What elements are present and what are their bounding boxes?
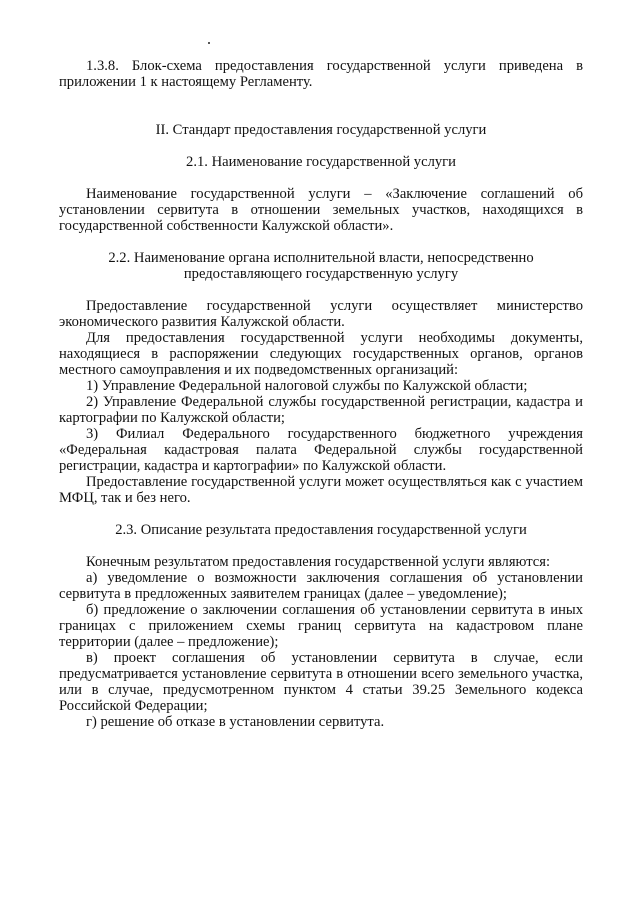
- subsection-2-3-item-b: б) предложение о заключении соглашения об установлении сервитута в иных границах с приложением схемы границ сервитута на кадастровом плане территории (далее – предложение);: [59, 602, 583, 650]
- subsection-2-3-item-v: в) проект соглашения об установлении сервитута в случае, если предусматривается установление сервитута в отношении всего земельного участка, или в случае, предусмотренном пунктом 4 статьи 39.25 Земельного кодекса Российской Федерации;: [59, 650, 583, 714]
- section-2-title: II. Стандарт предоставления государственной услуги: [155, 122, 487, 138]
- subsection-2-1-text: Наименование государственной услуги – «Заключение соглашений об установлении сервитута в отношении земельных участков, находящихся в государственной собственности Калужской области».: [59, 186, 583, 234]
- subsection-2-3-item-a: а) уведомление о возможности заключения соглашения об установлении сервитута в предложенных заявителем границах (далее – уведомление);: [59, 570, 583, 602]
- subsection-2-2-title-line2: предоставляющего государственную услугу: [183, 266, 459, 282]
- paragraph-1-3-8: 1.3.8. Блок-схема предоставления государственной услуги приведена в приложении 1 к настоящему Регламенту.: [59, 58, 583, 90]
- subsection-2-2-title-line1: 2.2. Наименование органа исполнительной власти, непосредственно: [108, 250, 534, 266]
- subsection-2-1-title: 2.1. Наименование государственной услуги: [186, 154, 456, 170]
- subsection-2-2-item-2: 2) Управление Федеральной службы государственной регистрации, кадастра и картографии по Калужской области;: [59, 394, 583, 426]
- subsection-2-2-item-1: 1) Управление Федеральной налоговой службы по Калужской области;: [86, 378, 528, 394]
- subsection-2-2-text-3: Предоставление государственной услуги может осуществляться как с участием МФЦ, так и без него.: [59, 474, 583, 506]
- subsection-2-2-text-1: Предоставление государственной услуги осуществляет министерство экономического развития Калужской области.: [59, 298, 583, 330]
- subsection-2-3-text: Конечным результатом предоставления государственной услуги являются:: [86, 554, 551, 570]
- subsection-2-3-title: 2.3. Описание результата предоставления государственной услуги: [115, 522, 527, 538]
- subsection-2-2-text-2: Для предоставления государственной услуги необходимы документы, находящиеся в распоряжении следующих государственных органов, органов местного самоуправления и их подведомственных организаций:: [59, 330, 583, 378]
- scan-dot: [208, 42, 210, 44]
- subsection-2-3-item-g: г) решение об отказе в установлении сервитута.: [86, 714, 385, 730]
- subsection-2-2-item-3: 3) Филиал Федерального государственного бюджетного учреждения «Федеральная кадастровая палата Федеральной службы государственной регистрации, кадастра и картографии» по Калужской области.: [59, 426, 583, 474]
